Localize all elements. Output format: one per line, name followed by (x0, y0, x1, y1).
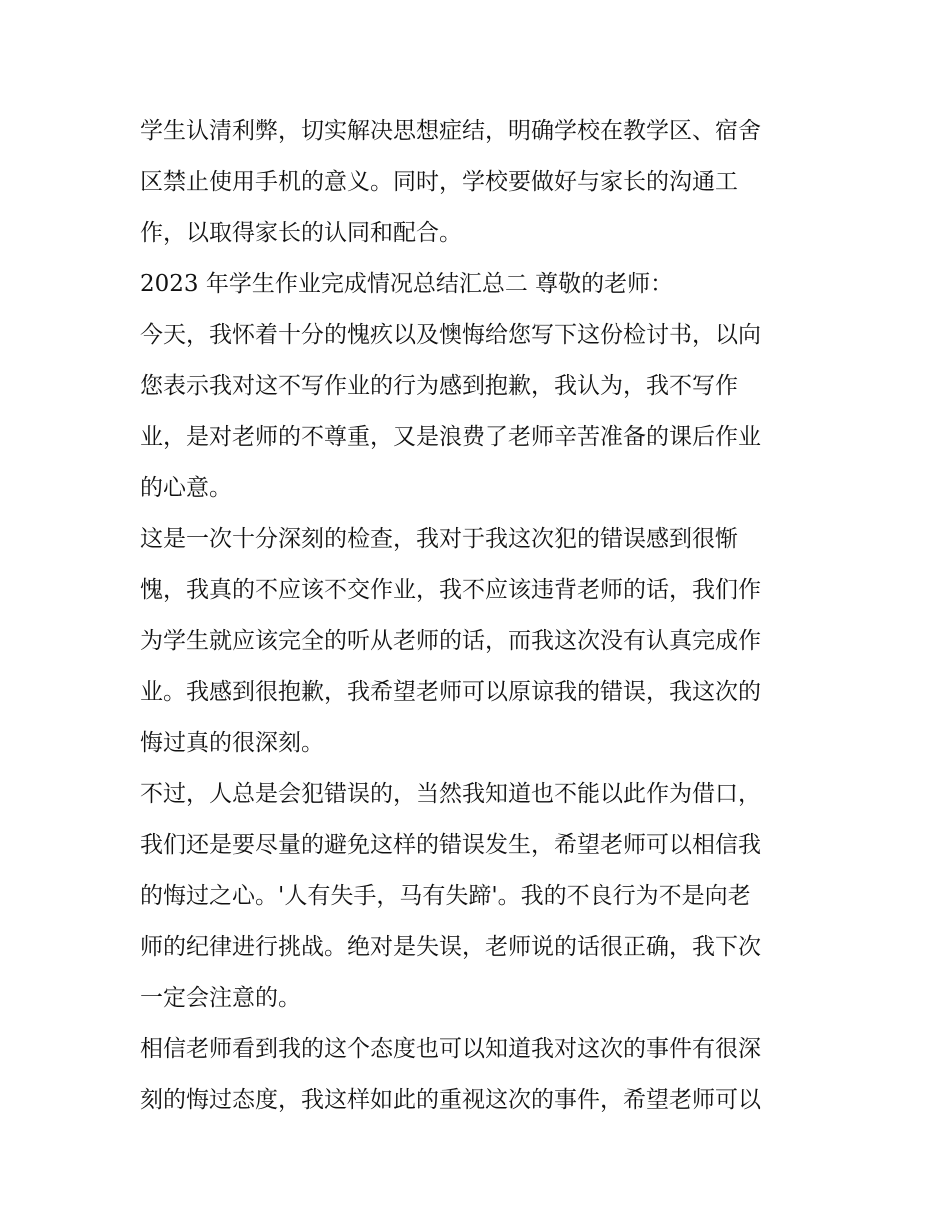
text-line: 的心意。 (140, 475, 232, 501)
text-line: 今天，我怀着十分的愧疚以及懊悔给您写下这份检讨书，以向 (140, 322, 761, 348)
text-line: 一定会注意的。 (140, 985, 301, 1011)
document-body (140, 106, 820, 1126)
text-line: 业。我感到很抱歉，我希望老师可以原谅我的错误，我这次的 (140, 679, 761, 705)
text-line: 不过，人总是会犯错误的，当然我知道也不能以此作为借口， (140, 781, 761, 807)
text-line: 悔过真的很深刻。 (140, 730, 324, 756)
text-line: 学生认清利弊，切实解决思想症结，明确学校在教学区、宿舍 (140, 118, 761, 144)
text-line: 业，是对老师的不尊重，又是浪费了老师辛苦准备的课后作业 (140, 424, 761, 450)
text-line: 刻的悔过态度，我这样如此的重视这次的事件，希望老师可以 (140, 1087, 761, 1113)
text-line: 我们还是要尽量的避免这样的错误发生，希望老师可以相信我 (140, 832, 761, 858)
text-line: 这是一次十分深刻的检查，我对于我这次犯的错误感到很惭 (140, 526, 738, 552)
text-line: 的悔过之心。'人有失手，马有失蹄'。我的不良行为不是向老 (140, 883, 751, 909)
text-line: 区禁止使用手机的意义。同时，学校要做好与家长的沟通工 (140, 169, 738, 195)
text-line: 相信老师看到我的这个态度也可以知道我对这次的事件有很深 (140, 1036, 761, 1062)
text-line: 您表示我对这不写作业的行为感到抱歉，我认为，我不写作 (140, 373, 738, 399)
text-line: 为学生就应该完全的听从老师的话，而我这次没有认真完成作 (140, 628, 761, 654)
text-line: 愧，我真的不应该不交作业，我不应该违背老师的话，我们作 (140, 577, 761, 603)
section-heading-line: 2023 年学生作业完成情况总结汇总二 尊敬的老师： (140, 271, 674, 297)
text-line: 师的纪律进行挑战。绝对是失误，老师说的话很正确，我下次 (140, 934, 761, 960)
text-line: 作，以取得家长的认同和配合。 (140, 220, 462, 246)
